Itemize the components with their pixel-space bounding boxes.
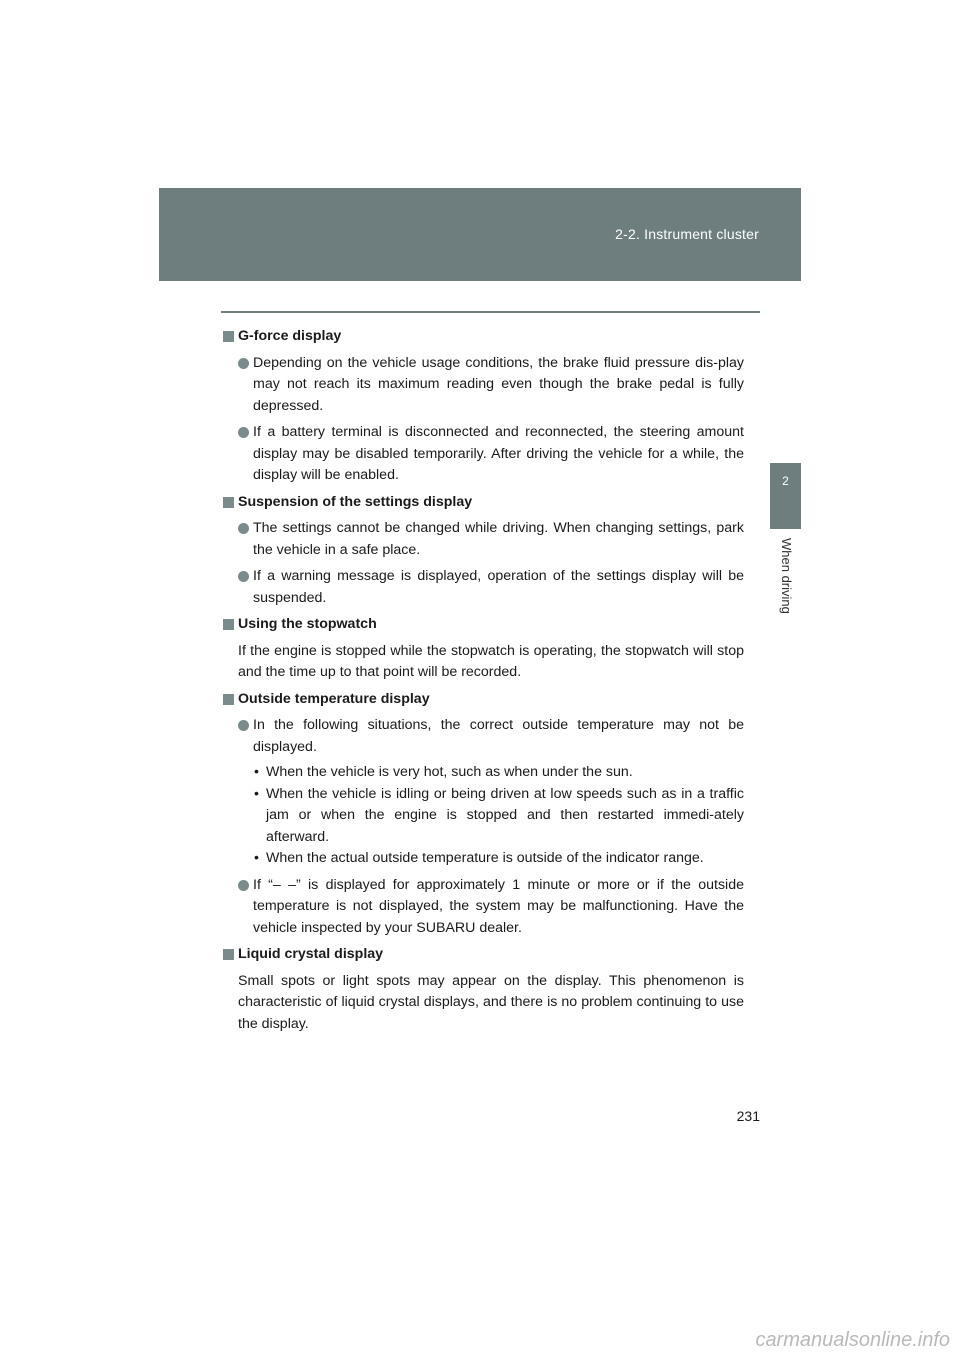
sub-list-item: • When the vehicle is very hot, such as when under the sun.	[222, 762, 744, 784]
section-paragraph: If the engine is stopped while the stopwatch is operating, the stopwatch will stop and the time up to that point will be recorded.	[238, 642, 744, 680]
page-content	[222, 326, 744, 1040]
section-heading: Suspension of the settings display	[222, 492, 744, 514]
chapter-number: 2	[782, 474, 789, 488]
section-paragraph: Small spots or light spots may appear on the display. This phenomenon is characteristic of liquid crystal displays, and there is no problem continuing to use the display.	[238, 972, 744, 1032]
section-liquid-crystal-display	[222, 944, 744, 1035]
bullet-item	[222, 715, 744, 758]
sub-list-item: • When the vehicle is idling or being driven at low speeds such as in a traffic jam or when the engine is stopped and then restarted immedi-ately afterward.	[222, 784, 744, 849]
section-outside-temperature	[222, 689, 744, 940]
section-heading: Outside temperature display	[222, 689, 744, 711]
section-title: 2-2. Instrument cluster	[615, 226, 759, 242]
section-heading: Liquid crystal display	[222, 944, 744, 966]
sub-list	[222, 762, 744, 870]
bullet-item: Depending on the vehicle usage conditions, the brake fluid pressure dis-play may not reach its maximum reading even though the brake pedal is fully depressed.	[222, 353, 744, 418]
section-stopwatch	[222, 614, 744, 684]
bullet-item: The settings cannot be changed while driving. When changing settings, park the vehicle in a safe place.	[222, 518, 744, 561]
page-number: 231	[736, 1108, 760, 1124]
chapter-tab	[770, 463, 801, 529]
bullet-item-text: In the following situations, the correct outside temperature may not be displayed.	[253, 717, 744, 755]
header-band	[159, 188, 801, 281]
section-heading: G-force display	[222, 326, 744, 348]
section-suspension-settings	[222, 492, 744, 610]
bullet-item: If a battery terminal is disconnected and reconnected, the steering amount display may be disabled temporarily. After driving the vehicle for a while, the display will be enabled.	[222, 422, 744, 487]
chapter-label: When driving	[779, 538, 794, 614]
bullet-item: If a warning message is displayed, operation of the settings display will be suspended.	[222, 566, 744, 609]
header-divider	[221, 311, 760, 313]
bullet-item: If “– –” is displayed for approximately 1 minute or more or if the outside temperature is not displayed, the system may be malfunctioning. Have the vehicle inspected by your SUBARU dealer.	[222, 875, 744, 940]
section-g-force-display	[222, 326, 744, 487]
sub-list-item: • When the actual outside temperature is outside of the indicator range.	[222, 848, 744, 870]
watermark: carmanualsonline.info	[755, 1329, 950, 1351]
section-heading: Using the stopwatch	[222, 614, 744, 636]
